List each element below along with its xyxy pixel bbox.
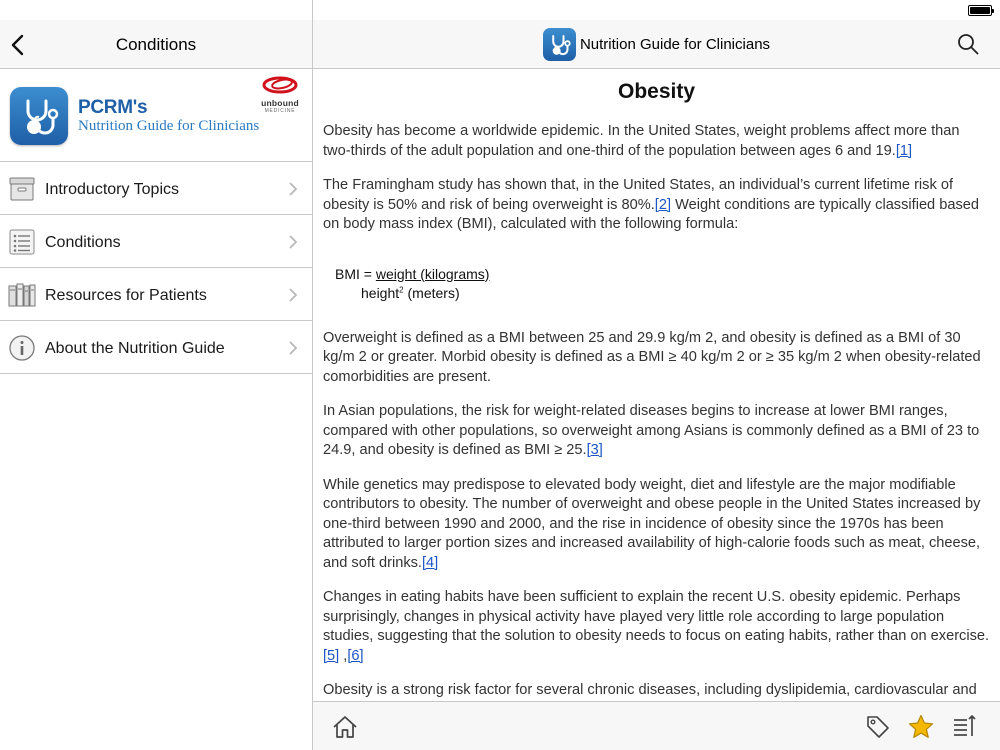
stethoscope-apple-icon	[543, 28, 576, 61]
menu-item-resources-for-patients[interactable]	[0, 268, 312, 321]
home-button[interactable]	[331, 713, 359, 741]
menu-list	[0, 162, 312, 374]
banner-subtitle: Nutrition Guide for Clinicians	[78, 118, 260, 134]
menu-label: Resources for Patients	[45, 287, 207, 304]
battery-icon	[968, 5, 992, 16]
star-icon	[907, 713, 935, 741]
menu-item-about-the-nutrition-guide[interactable]	[0, 321, 312, 374]
favorite-button[interactable]	[907, 713, 935, 741]
tag-button[interactable]	[864, 713, 892, 741]
reference-link[interactable]: [2]	[654, 196, 672, 213]
unbound-sub: MEDICINE	[264, 107, 296, 114]
article-paragraph: Obesity is a strong risk factor for several chronic diseases, including dyslipidemia, cardiovascular and	[323, 682, 977, 698]
left-panel	[0, 0, 313, 750]
app-small-logo	[543, 28, 576, 61]
table-of-contents-button[interactable]	[950, 713, 978, 741]
article-content[interactable]	[313, 70, 1000, 701]
info-icon	[8, 334, 36, 362]
menu-label: About the Nutrition Guide	[45, 340, 225, 357]
reference-link[interactable]: [3]	[586, 442, 603, 458]
unbound-wordmark: unbound	[261, 98, 299, 108]
reference-link[interactable]: [6]	[347, 647, 364, 664]
formula-lhs: BMI =	[335, 265, 376, 282]
article-paragraph: Changes in eating habits have been sufficient to explain the recent U.S. obesity epidemic. Perhaps surprisingly, changes in physical activity have played very little role according to large population studies, suggesting that the solution to obesity needs to focus on eating habits, rather than on exercise.[5] ,[6]	[323, 589, 990, 664]
search-button[interactable]	[956, 32, 980, 56]
app-logo	[10, 87, 68, 145]
article-paragraph: While genetics may predispose to elevated body weight, diet and lifestyle are the major modifiable contributors to obesity. The number of overweight and obese people in the United States increased by one-third between 1990 and 2000, and the rise in incidence of obesity since the 1970s has been attributed to larger portion sizes and increased availability of high-calorie foods such as meat, cheese, and soft drinks.[4]	[323, 476, 981, 571]
article-paragraph: Overweight is defined as a BMI between 25 and 29.9 kg/m 2, and obesity is defined as a BMI of 30 kg/m 2 or greater. Morbid obesity is defined as a BMI ≥ 40 kg/m 2 or ≥ 35 kg/m 2 when obesity-related comorbidities are present.	[323, 329, 981, 385]
right-nav-bar	[313, 20, 1000, 69]
left-nav-title: Conditions	[115, 35, 197, 54]
reference-link[interactable]: [1]	[895, 142, 913, 159]
article-title: Obesity	[617, 80, 696, 103]
menu-item-conditions[interactable]	[0, 215, 312, 268]
article-paragraph: In Asian populations, the risk for weight-related diseases begins to increase at lower BMI ranges, compared with other populations, so overweight among Asians is commonly defined as a BMI of 23 to 24.9, and obesity is defined as BMI ≥ 25.[3]	[323, 403, 980, 458]
outline-list-icon	[950, 713, 978, 741]
chevron-right-icon	[288, 341, 298, 355]
tag-icon	[864, 713, 892, 741]
left-nav-bar	[0, 20, 312, 69]
search-icon	[956, 32, 980, 56]
chevron-right-icon	[288, 182, 298, 196]
formula-exponent: 2	[399, 284, 404, 294]
menu-item-introductory-topics[interactable]	[0, 162, 312, 215]
banner-brand: PCRM's	[78, 97, 148, 118]
formula-denominator-unit: (meters)	[403, 284, 460, 301]
chevron-right-icon	[288, 288, 298, 302]
right-nav-title: Nutrition Guide for Clinicians	[579, 36, 771, 53]
bmi-formula	[323, 248, 990, 323]
stethoscope-apple-icon	[10, 87, 68, 145]
formula-denominator: height	[361, 284, 400, 301]
archive-box-icon	[8, 175, 36, 203]
menu-label: Introductory Topics	[45, 181, 179, 198]
formula-numerator: weight (kilograms)	[375, 265, 490, 282]
chevron-right-icon	[288, 235, 298, 249]
unbound-swirl-icon	[260, 76, 300, 94]
article-paragraph: The Framingham study has shown that, in the United States, an individual’s current lifetime risk of obesity is 50% and risk of being overweight is 80%.[2] Weight conditions are typically classified based on body mass index (BMI), calculated with the following formula:	[323, 177, 979, 232]
reference-link[interactable]: [5]	[323, 647, 340, 664]
list-icon	[8, 228, 36, 256]
app-banner	[0, 70, 312, 162]
books-icon	[8, 281, 36, 309]
reference-link[interactable]: [4]	[421, 554, 439, 571]
article-paragraph: Obesity has become a worldwide epidemic. In the United States, weight problems affect more than two-thirds of the adult population and one-third of the population between ages 6 and 19.[1]	[323, 123, 960, 159]
unbound-logo	[256, 76, 304, 114]
bottom-toolbar	[313, 701, 1000, 750]
right-nav-heading	[313, 28, 1000, 61]
menu-label: Conditions	[45, 234, 121, 251]
home-icon	[331, 713, 359, 741]
